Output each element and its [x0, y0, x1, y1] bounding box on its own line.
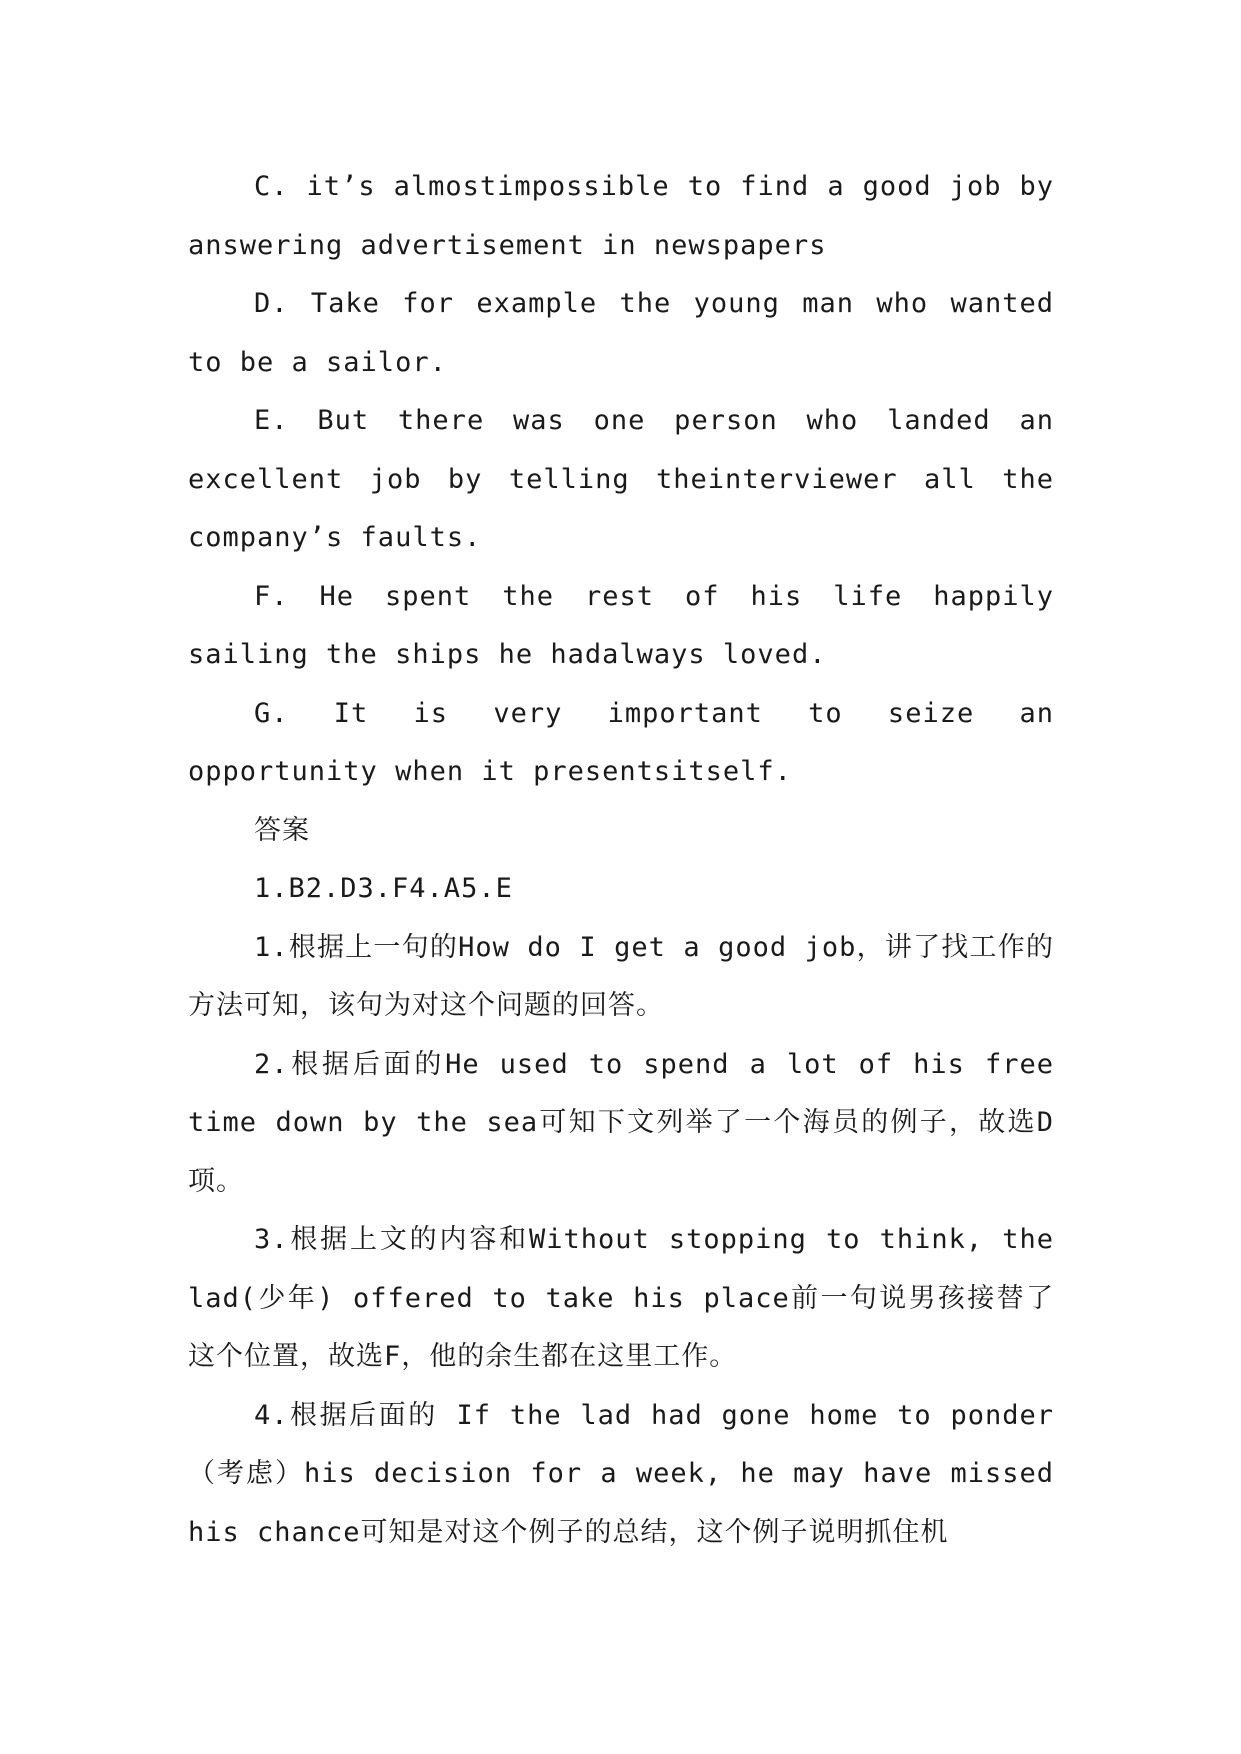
option-g-paragraph: G. It is very important to seize an opportunity when it presentsitself. — [188, 697, 1054, 787]
explanation-4: 4.根据后面的 If the lad had gone home to ponder（考虑）his decision for a week, he may have missed his chance可知是对这个例子的总结，这个例子说明抓住机 — [188, 1399, 1054, 1548]
explanation-1: 1.根据上一句的How do I get a good job，讲了找工作的方法可知，该句为对这个问题的回答。 — [188, 931, 1054, 1021]
option-d-paragraph: D. Take for example the young man who wanted to be a sailor. — [188, 288, 1054, 378]
document-body — [188, 158, 1054, 1562]
explanation-3: 3.根据上文的内容和Without stopping to think, the lad(少年) offered to take his place前一句说男孩接替了这个位置，故选F，他的余生都在这里工作。 — [188, 1224, 1054, 1372]
option-f-paragraph: F. He spent the rest of his life happily sailing the ships he hadalways loved. — [188, 580, 1054, 670]
option-c-paragraph: C. it’s almostimpossible to find a good job by answering advertisement in newspapers — [188, 171, 1054, 261]
option-e-paragraph: E. But there was one person who landed an excellent job by telling theinterviewer all the company’s faults. — [188, 405, 1054, 553]
answer-heading: 答案 — [254, 814, 310, 846]
answer-key: 1.B2.D3.F4.A5.E — [254, 873, 513, 904]
explanation-2: 2.根据后面的He used to spend a lot of his free time down by the sea可知下文列举了一个海员的例子，故选D项。 — [188, 1048, 1054, 1197]
